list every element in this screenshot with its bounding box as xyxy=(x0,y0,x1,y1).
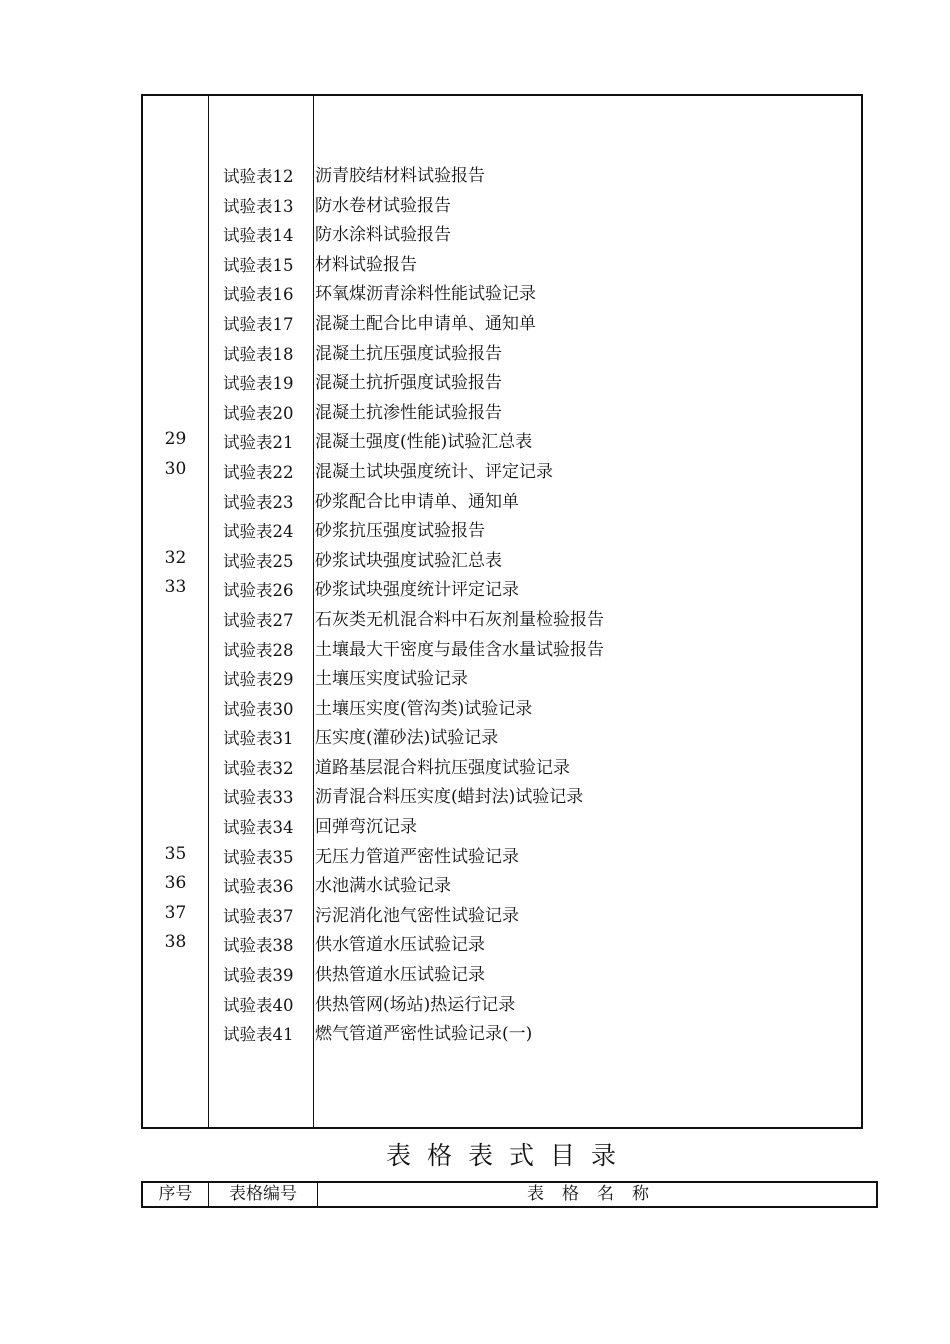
row-code: 试验表28 xyxy=(223,640,294,660)
catalog-header-row xyxy=(141,1181,878,1208)
row-name: 沥青混合料压实度(蜡封法)试验记录 xyxy=(315,787,584,808)
row-code: 试验表31 xyxy=(223,729,294,749)
row-seq: 35 xyxy=(164,843,187,864)
header-seq: 序号 xyxy=(158,1184,193,1204)
row-name: 土壤最大干密度与最佳含水量试验报告 xyxy=(315,639,604,660)
row-seq: 33 xyxy=(164,577,187,598)
header-name: 表格名称 xyxy=(527,1184,667,1204)
table-row xyxy=(143,340,861,370)
row-code: 试验表34 xyxy=(223,818,294,838)
table-row xyxy=(143,192,861,222)
table-row xyxy=(143,695,861,725)
table-rows xyxy=(143,162,861,1050)
table-row xyxy=(143,547,861,577)
table-row xyxy=(143,931,861,961)
row-code: 试验表22 xyxy=(223,462,294,482)
row-name: 混凝土抗压强度试验报告 xyxy=(315,343,502,364)
row-code: 试验表14 xyxy=(223,226,294,246)
row-code: 试验表19 xyxy=(223,374,294,394)
table-row xyxy=(143,902,861,932)
row-name: 混凝土抗折强度试验报告 xyxy=(315,373,502,394)
row-name: 砂浆试块强度统计评定记录 xyxy=(315,580,519,601)
row-code: 试验表39 xyxy=(223,966,294,986)
row-code: 试验表33 xyxy=(223,788,294,808)
row-code: 试验表12 xyxy=(223,167,294,186)
table-row xyxy=(143,458,861,488)
table-row xyxy=(143,813,861,843)
catalog-title: 表格表式目录 xyxy=(385,1141,632,1170)
row-name: 土壤压实度试验记录 xyxy=(315,669,468,690)
table-row xyxy=(143,1020,861,1050)
row-name: 防水卷材试验报告 xyxy=(315,195,451,216)
row-seq: 37 xyxy=(164,902,187,923)
table-row xyxy=(143,369,861,399)
row-code: 试验表13 xyxy=(223,196,294,216)
table-row xyxy=(143,576,861,606)
table-row xyxy=(143,665,861,695)
row-name: 沥青胶结材料试验报告 xyxy=(315,166,485,186)
row-seq: 29 xyxy=(164,429,187,450)
table-row xyxy=(143,724,861,754)
row-code: 试验表15 xyxy=(223,255,294,275)
row-name: 供水管道水压试验记录 xyxy=(315,935,485,956)
row-code: 试验表32 xyxy=(223,758,294,778)
row-code: 试验表24 xyxy=(223,522,294,542)
row-code: 试验表41 xyxy=(223,1025,294,1045)
row-name: 砂浆抗压强度试验报告 xyxy=(315,521,485,542)
row-name: 材料试验报告 xyxy=(315,254,417,275)
row-name: 混凝土试块强度统计、评定记录 xyxy=(315,461,553,482)
row-seq: 32 xyxy=(164,547,187,568)
row-code: 试验表23 xyxy=(223,492,294,512)
table-row xyxy=(143,754,861,784)
row-name: 防水涂料试验报告 xyxy=(315,225,451,246)
row-name: 水池满水试验记录 xyxy=(315,876,451,897)
row-name: 供热管道水压试验记录 xyxy=(315,965,485,986)
row-name: 砂浆试块强度试验汇总表 xyxy=(315,550,502,571)
row-code: 试验表29 xyxy=(223,670,294,690)
row-name: 砂浆配合比申请单、通知单 xyxy=(315,491,519,512)
row-name: 压实度(灌砂法)试验记录 xyxy=(315,728,499,749)
table-row xyxy=(143,251,861,281)
row-name: 供热管网(场站)热运行记录 xyxy=(315,994,516,1015)
row-code: 试验表27 xyxy=(223,610,294,630)
row-code: 试验表35 xyxy=(223,847,294,867)
row-code: 试验表17 xyxy=(223,314,294,334)
row-name: 道路基层混合料抗压强度试验记录 xyxy=(315,757,570,778)
table-row xyxy=(143,162,861,192)
row-code: 试验表36 xyxy=(223,877,294,897)
row-seq: 38 xyxy=(164,932,187,953)
row-code: 试验表38 xyxy=(223,936,294,956)
table-row xyxy=(143,961,861,991)
row-name: 环氧煤沥青涂料性能试验记录 xyxy=(315,284,536,305)
header-code: 表格编号 xyxy=(229,1184,297,1204)
table-row xyxy=(143,783,861,813)
table-row xyxy=(143,606,861,636)
row-code: 试验表18 xyxy=(223,344,294,364)
table-row xyxy=(143,399,861,429)
row-name: 混凝土强度(性能)试验汇总表 xyxy=(315,432,533,453)
table-row xyxy=(143,991,861,1021)
row-name: 燃气管道严密性试验记录(一) xyxy=(315,1024,533,1045)
table-row xyxy=(143,221,861,251)
row-name: 石灰类无机混合料中石灰剂量检验报告 xyxy=(315,609,604,630)
table-row xyxy=(143,280,861,310)
row-code: 试验表20 xyxy=(223,403,294,423)
row-seq: 30 xyxy=(164,458,187,479)
row-name: 土壤压实度(管沟类)试验记录 xyxy=(315,698,533,719)
table-row xyxy=(143,636,861,666)
row-name: 混凝土抗渗性能试验报告 xyxy=(315,402,502,423)
table-row xyxy=(143,872,861,902)
row-seq: 36 xyxy=(164,873,187,894)
row-code: 试验表16 xyxy=(223,285,294,305)
catalog-table xyxy=(141,94,863,1129)
row-code: 试验表30 xyxy=(223,699,294,719)
row-name: 混凝土配合比申请单、通知单 xyxy=(315,313,536,334)
table-row xyxy=(143,428,861,458)
table-row xyxy=(143,310,861,340)
table-row xyxy=(143,843,861,873)
row-code: 试验表40 xyxy=(223,995,294,1015)
row-name: 回弹弯沉记录 xyxy=(315,817,417,838)
row-code: 试验表37 xyxy=(223,906,294,926)
row-code: 试验表26 xyxy=(223,581,294,601)
table-row xyxy=(143,517,861,547)
table-row xyxy=(143,488,861,518)
row-code: 试验表21 xyxy=(223,433,294,453)
row-code: 试验表25 xyxy=(223,551,294,571)
row-name: 污泥消化池气密性试验记录 xyxy=(315,905,519,926)
row-name: 无压力管道严密性试验记录 xyxy=(315,846,519,867)
